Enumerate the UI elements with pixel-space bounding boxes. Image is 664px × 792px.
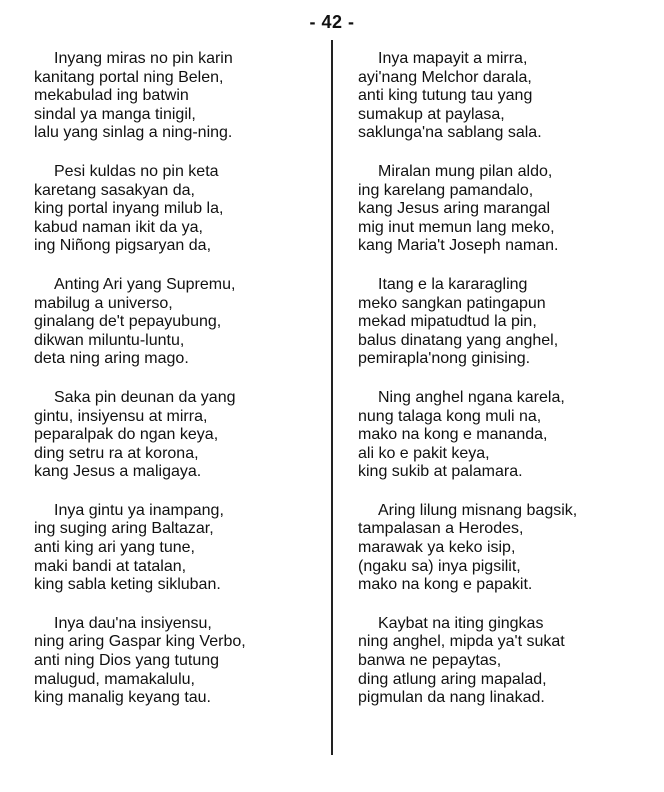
verse-line: kanitang portal ning Belen,: [34, 68, 224, 86]
verse-line: meko sangkan patingapun: [358, 294, 546, 312]
left-column: [34, 50, 324, 728]
verse-line: Kaybat na iting gingkas: [378, 614, 544, 632]
stanza: [358, 276, 658, 369]
verse-line: mekabulad ing batwin: [34, 87, 189, 105]
verse-line: mabilug a universo,: [34, 294, 173, 312]
stanza: [358, 50, 658, 143]
verse-line: king manalig keyang tau.: [34, 689, 211, 707]
verse-line: Aring lilung misnang bagsik,: [378, 501, 578, 519]
verse-line: pigmulan da nang linakad.: [358, 689, 545, 707]
verse-line: ding atlung aring mapalad,: [358, 670, 547, 688]
verse-line: ginalang de't pepayubung,: [34, 313, 222, 331]
verse-line: pemirapla'nong ginising.: [358, 350, 531, 368]
stanza: [34, 389, 324, 482]
verse-line: sindal ya manga tinigil,: [34, 105, 196, 123]
stanza: [358, 615, 658, 708]
verse-line: kang Jesus a maligaya.: [34, 463, 202, 481]
verse-line: king portal inyang milub la,: [34, 200, 224, 218]
verse-line: Saka pin deunan da yang: [54, 388, 236, 406]
verse-line: sumakup at paylasa,: [358, 105, 505, 123]
verse-line: Ning anghel ngana karela,: [378, 388, 565, 406]
verse-line: mako na kong e papakit.: [358, 576, 533, 594]
column-divider: [331, 40, 333, 755]
verse-line: ning aring Gaspar king Verbo,: [34, 633, 246, 651]
right-column: [358, 50, 658, 728]
verse-line: kang Maria't Joseph naman.: [358, 237, 559, 255]
verse-line: Pesi kuldas no pin keta: [54, 162, 219, 180]
stanza: [358, 163, 658, 256]
verse-line: karetang sasakyan da,: [34, 181, 195, 199]
verse-line: ning anghel, mipda ya't sukat: [358, 633, 565, 651]
verse-line: deta ning aring mago.: [34, 350, 189, 368]
verse-line: Inya gintu ya inampang,: [54, 501, 224, 519]
verse-line: Itang e la kararagling: [378, 275, 528, 293]
verse-line: maki bandi at tatalan,: [34, 557, 187, 575]
verse-line: dikwan miluntu-luntu,: [34, 331, 185, 349]
verse-line: king sabla keting sikluban.: [34, 576, 221, 594]
verse-line: kang Jesus aring marangal: [358, 200, 551, 218]
verse-line: Anting Ari yang Supremu,: [54, 275, 236, 293]
verse-line: (ngaku sa) inya pigsilit,: [358, 557, 521, 575]
stanza: [358, 389, 658, 482]
verse-line: Miralan mung pilan aldo,: [378, 162, 553, 180]
verse-line: Inya mapayit a mirra,: [378, 50, 528, 67]
verse-line: ing Niñong pigsaryan da,: [34, 237, 212, 255]
stanza: [34, 163, 324, 256]
stanza: [34, 502, 324, 595]
verse-line: lalu yang sinlag a ning-ning.: [34, 124, 233, 142]
verse-line: anti king ari yang tune,: [34, 539, 195, 557]
verse-line: mig inut memun lang meko,: [358, 218, 555, 236]
verse-line: marawak ya keko isip,: [358, 539, 516, 557]
verse-line: saklunga'na sablang sala.: [358, 124, 542, 142]
verse-line: ayi'nang Melchor darala,: [358, 68, 532, 86]
verse-line: Inya dau'na insiyensu,: [54, 614, 212, 632]
verse-line: ing karelang pamandalo,: [358, 181, 534, 199]
verse-line: tampalasan a Herodes,: [358, 520, 524, 538]
verse-line: mako na kong e mananda,: [358, 426, 548, 444]
verse-line: ding setru ra at korona,: [34, 444, 199, 462]
stanza: [34, 615, 324, 708]
stanza: [34, 50, 324, 143]
verse-line: gintu, insiyensu at mirra,: [34, 407, 208, 425]
verse-line: Inyang miras no pin karin: [54, 50, 233, 67]
verse-line: anti king tutung tau yang: [358, 87, 533, 105]
verse-line: mekad mipatudtud la pin,: [358, 313, 537, 331]
verse-line: peparalpak do ngan keya,: [34, 426, 219, 444]
stanza: [358, 502, 658, 595]
verse-line: ing suging aring Baltazar,: [34, 520, 214, 538]
stanza: [34, 276, 324, 369]
verse-line: kabud naman ikit da ya,: [34, 218, 203, 236]
verse-line: anti ning Dios yang tutung: [34, 652, 220, 670]
verse-line: nung talaga kong muli na,: [358, 407, 542, 425]
verse-line: ali ko e pakit keya,: [358, 444, 490, 462]
verse-line: balus dinatang yang anghel,: [358, 331, 559, 349]
page-number: - 42 -: [309, 12, 355, 32]
verse-line: king sukib at palamara.: [358, 463, 523, 481]
verse-line: banwa ne pepaytas,: [358, 652, 502, 670]
verse-line: malugud, mamakalulu,: [34, 670, 195, 688]
